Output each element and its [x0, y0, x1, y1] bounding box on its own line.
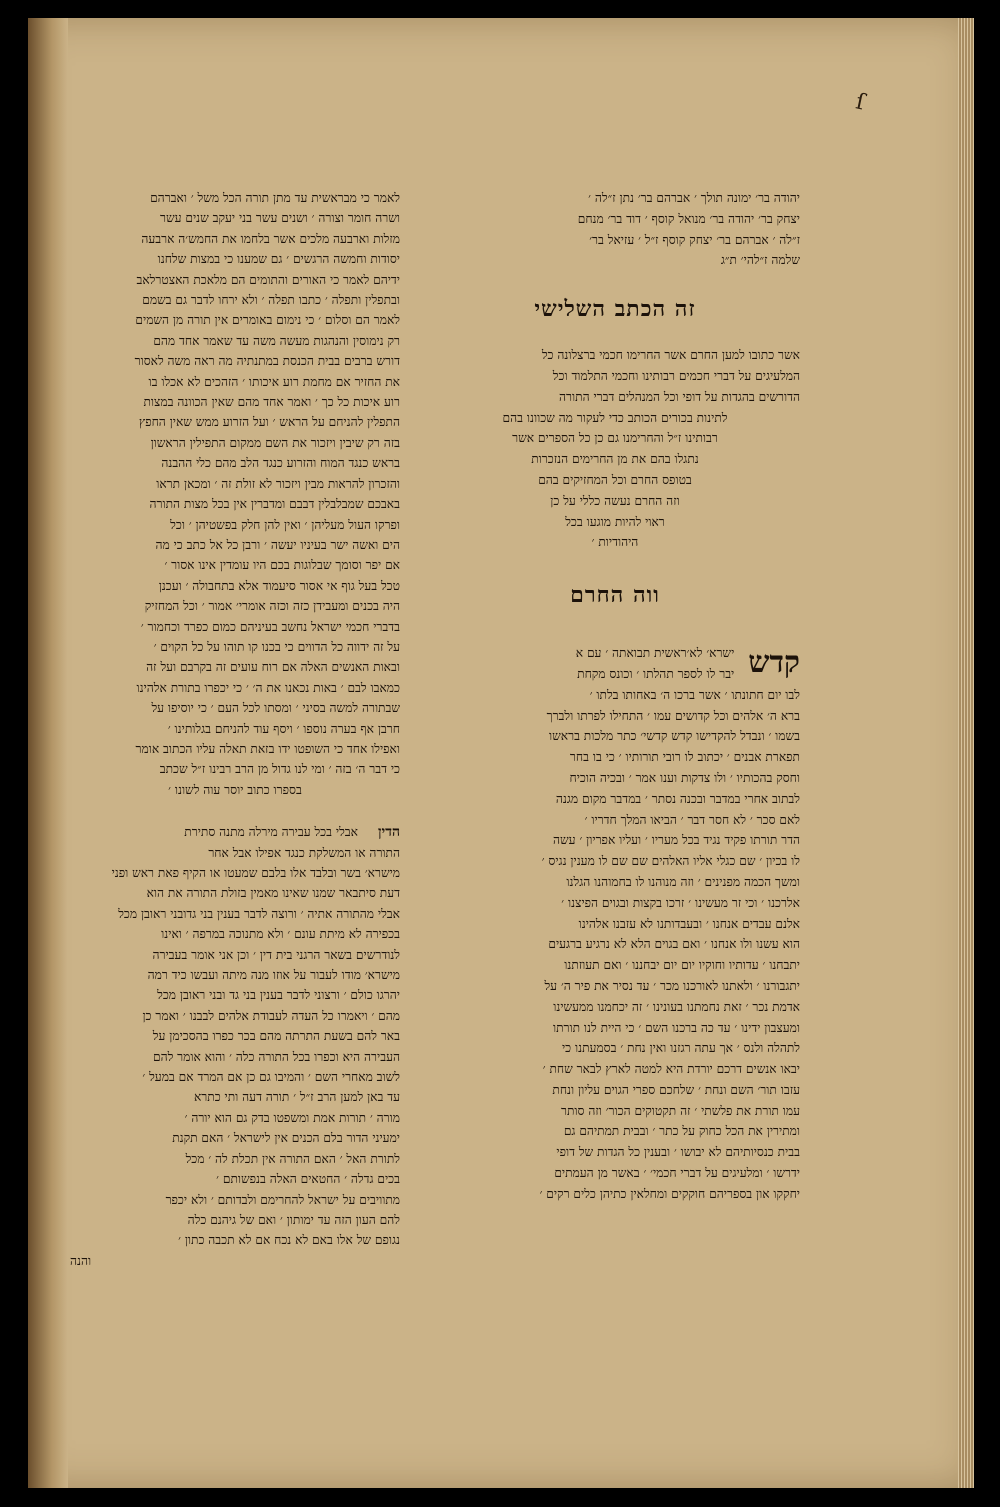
body-line: לאם סכר ׳ לא חסר דבר ׳ הביאו המלך חדריו ׳	[584, 812, 800, 827]
body-line: והזכרון להראות מבין ויזכור לא זולת זה ׳ ומכאן תראו	[156, 476, 400, 491]
body-line: לשוב מאחרי השם ׳ והמיבו גם כן אם המרד אם במעל ׳	[142, 1070, 400, 1085]
body-line: לאמר הם וסלום ׳ כי נימום באומרים אין תורה מן השמים	[135, 313, 400, 328]
body-line: כי דבר ה׳ בזה ׳ ומי לנו גדול מן הרב רבינו ז״ל שכתב	[159, 762, 400, 777]
signers-block	[430, 188, 800, 271]
paragraph-gap	[70, 800, 400, 822]
body-line: באר להם בשעת התרתה מהם בכר כפרו בהסכימן על	[152, 1029, 400, 1044]
body-line: להם העון הזה עד ימותון ׳ ואם של גיהנם כלה	[187, 1212, 400, 1227]
body-line: בראש כנגד המוח והזרוע כנגד הלב מהם כלי ההבנה	[161, 456, 400, 471]
intro-paragraph	[430, 345, 800, 553]
left-paragraph-1	[70, 188, 400, 800]
body-line: מורה ׳ תורות אמת ומשפטו בדק גם הוא יורה ׳	[184, 1110, 400, 1125]
body-line: בשמו ׳ ונבדל להקדישו קדש קדשי׳ כתר מלכות בראשו	[549, 729, 800, 744]
signer-line: שלמה ז״להי׳ ת״ג	[720, 253, 800, 268]
body-line: כמאבו לבם ׳ באות נכאנו את ה׳ ׳ כי יכפרו בתורת אלהינו	[136, 680, 400, 695]
body-line: בכפירה לא מיתת עונם ׳ ולא מתנוכה במרפה ׳ ואינו	[161, 927, 400, 942]
signer-line: ז״לה ׳ אברהם בר׳ יצחק קוסף ז״ל ׳ עזיאל בר׳	[589, 232, 800, 247]
body-line: בספרו כתוב יוסר עוה לשונו ׳	[168, 782, 302, 797]
intro-line: רבותינו ז״ל והחרימנו גם כן כל הספרים אשר	[512, 431, 718, 446]
body-line: חרבן אף בערה נוספו ׳ ויסף עוד להניחם בגלותינו ׳	[167, 721, 400, 736]
folio-mark: ſ	[853, 89, 867, 116]
left-column	[70, 188, 400, 1271]
body-line: בזה רק שיבין ויזכור את השם ממקום התפילין הראשון	[150, 435, 400, 450]
ban-body-text	[430, 685, 800, 1205]
body-line: את החזיר אם מחמת רוע איכותו ׳ הזהכים לא אכלו בו	[148, 374, 400, 389]
body-line: יבר לו לספר תהלתו ׳ וכונס מקחת	[577, 666, 735, 681]
body-line: הוא עשנו ולו אנחנו ׳ ואם בגוים הלא לא נרגיע ברגעים	[548, 937, 800, 952]
intro-line: בטופס החרם וכל המחזיקים בהם	[538, 472, 692, 487]
intro-line: המלעיגים על דברי חכמים רבותינו וחכמי התלמוד וכל	[552, 368, 800, 383]
intro-line: נתגלו בהם את מן החרימים הנזכרות	[531, 452, 699, 467]
body-line: לאמר כי מבראשית עד מתן תורה הכל משל ׳ ואברהם	[150, 191, 400, 205]
body-line: ישרא׳ לא׳ראשית תבואתה ׳ עם א	[575, 646, 735, 661]
body-line: אלנם עבדים אנחנו ׳ ובעבדותנו לא עזבנו אלהינו	[578, 916, 800, 931]
body-line: מתוויבים על ישראל להחרימם ולבדותם ׳ ולא יכפר	[165, 1192, 400, 1207]
body-line: טכל בעל גוף אי אסור סיעמוד אלא בתחבולה ׳ ועכנן	[158, 578, 400, 593]
intro-line: אשר כתובו למען החרם אשר החרימו חכמי ברצלונה כל	[541, 348, 800, 363]
body-line: התורה או המשלקת כנגד אפילו אבל אחר	[208, 845, 400, 860]
body-line: על זה ידווה כל הדווים כי בכנו קו תוהו על כל הקוים ׳	[153, 639, 400, 654]
body-line: הדר תורתו פקיד נגיד בכל מעריו ׳ ועליו אפריון ׳ עשה	[553, 833, 800, 848]
body-line: לבתוב אחרי במדבר ובכנה נסתר ׳ במדבר מקום מגנה	[555, 791, 800, 806]
body-line: דעת סיתבאר שמנו שאינו מאמין בזולת התורה את הוא	[146, 886, 400, 901]
body-line: לו בכיון ׳ שם כגלי אליו האלהים שם שם לו מענין נגיס ׳	[541, 854, 800, 869]
body-line: בדברי חכמי ישראל נחשב בעיניהם כמום כפרד וכחמור ׳	[140, 619, 400, 634]
body-line: אם יפר וסומך שבלוגות בכם היו עומדין אינו אסור ׳	[164, 558, 400, 573]
body-line: רוע איכות כל כך ׳ ואמר אחד מהם שאין הכוונה במצות	[143, 395, 400, 410]
body-line: הים ואשה ישר בעיניו יעשה ׳ ורבן כל אל כתב כי מה	[155, 537, 400, 552]
body-line: ושרה חומר וצורה ׳ ושנים עשר בני יעקב שנים עשר	[159, 211, 400, 226]
body-line: התפלין להניחם על הראש ׳ ועל הזרוע ממש שאין החפץ	[138, 415, 400, 430]
body-line: לתהלה ולנס ׳ אך עתה רגזנו ואין נחת ׳ בסמעתנו כי	[561, 1041, 800, 1056]
intro-line: וזה החרם נעשה כללי על כן	[550, 493, 680, 508]
body-line: יחקקו און בספריהם חוקקים ומחלאין כתיהן כלים רקים ׳	[539, 1186, 800, 1201]
body-line: אבלי מהתורה אתיה ׳ ורוצה לדבר בענין בני גדובני ראובן מכל	[118, 906, 400, 921]
page-fore-edge	[958, 18, 974, 1488]
body-line: עד באן למען הרב ז״ל ׳ תורה דעה ותי כתרא	[193, 1090, 400, 1105]
body-line: דורש ברבים בבית הכנסת במתנתיה מה ראה משה לאסור	[134, 354, 400, 369]
body-line: מישרא׳ בשר ובלבד אלו בלבם שמעטו או הקיף פאת ראש ופני	[111, 866, 400, 880]
intro-line: הדורשים בהגדות על דופי וכל המנהלים דברי התורה	[559, 389, 800, 404]
body-line: אדמת נכר ׳ זאת נחמתנו בעונינו ׳ זה יכחמנו ממעשינו	[553, 999, 800, 1014]
body-line: נגופם של אלו באם לא נכח אם לא תכבה כתון ׳	[178, 1233, 400, 1248]
body-line: ומעצבון ידינו ׳ עד כה ברכנו השם ׳ כי היית לנו תורתו	[552, 1020, 800, 1035]
body-line: ברא ה׳ אלהים וכל קדושים עמו ׳ התחילו לפרתו ולברך	[546, 708, 800, 723]
intro-line: היהודיות ׳	[591, 535, 639, 550]
body-line: מזלות וארבעה מלכים אשר בלחמו את החמש׳ה ארבעה	[141, 231, 400, 246]
page-gutter	[28, 18, 68, 1488]
body-line: יתבחנו ׳ עדותיו וחוקיו יום יום יבחננו ׳ ואם תעוזתנו	[564, 958, 800, 973]
opening-row	[430, 643, 800, 685]
body-line: בבית כנסיותיהם לא יבושו ׳ ובענין כל הגדות של דופי	[556, 1145, 800, 1160]
body-line: בכים גדלה ׳ החטאים האלה בנפשותם ׳	[216, 1172, 400, 1187]
body-line: ידרשו ׳ ומלעיגים על דברי חכמי׳ ׳ באשר מן העמתים	[554, 1166, 800, 1181]
body-line: היה בכנים ומעבידן כזה וכזה אומרי׳ אמור ׳ וכל המחזיק	[144, 599, 400, 614]
opening-word: קדש	[748, 645, 800, 681]
body-line: ימעיני הדור בלם הכנים אין לישראל ׳ האם תקנת	[172, 1131, 400, 1146]
body-line: עמו תורת את פלשתי ׳ זה תקטוקים הכור׳ וזה סותר	[560, 1103, 800, 1118]
intro-line: ראוי להיות מוגעו בכל	[565, 514, 665, 529]
body-line: שבתורה למשה בסיני ׳ ומסתו לכל העם ׳ כי יוסיפו על	[151, 701, 400, 716]
intro-line: לתינות בכורים הכותב כדי לעקור מה שכוונו בהם	[502, 410, 728, 425]
body-line: העבירה היא וכפרו בכל התורה כלה ׳ והוא אומר להם	[152, 1049, 400, 1064]
body-line: מישרא׳ מודו לעבור על אוזו מנה מיתה ועבשו כיד רמה	[147, 968, 400, 983]
body-line: לתורת האל ׳ האם התורה אין תכלת לה ׳ מכל	[185, 1151, 400, 1166]
body-line: לנודרשים בשאר הרגני בית דין ׳ וכן אני אומר בעבירה	[152, 947, 400, 962]
body-line: ופרקו העול מעליהן ׳ ואין להן חלק בפשטיהן ׳ וכל	[170, 517, 400, 532]
body-line: יסודות וחמשה הרגשים ׳ גם שמענו כי במצות שלחנו	[157, 252, 400, 267]
body-line: עזבו תור׳ השם ונחת ׳ שלחכם ספרי הגוים עליון ונחת	[552, 1082, 800, 1097]
body-line: יתגבורנו ׳ ולאתנו לאורכנו מכר ׳ עד נסיר את פיר ה׳ על	[544, 978, 800, 993]
body-line: וחסק בהכותיו ׳ ולו צדקות וענו אמר ׳ ובכיה הוכיח	[569, 770, 800, 785]
body-line: מהם ׳ ויאמרו כל העדה לעבודת אלהים לבבנו ׳ ואמר כן	[142, 1008, 400, 1023]
body-line: רק נימוסין והנהגות מעשה משה עד שאמר אחד מהם	[153, 333, 400, 348]
body-line: ובאות האנשים האלה אם רוח עועים זה בקרבם ועל זה	[146, 660, 400, 675]
section-heading-the-ban: ווה החרם	[570, 582, 660, 609]
right-column	[430, 188, 800, 1205]
signer-line: יהודה בר׳ ימונה תולך ׳ אברהם בר׳ נתן ז״לה ׳	[588, 191, 800, 205]
din-word: הדין	[377, 824, 400, 841]
left-paragraph-2	[70, 843, 400, 1251]
signer-line: יצחק בר׳ יהודה בר׳ מנואל קוסף ׳ דוד בר׳ מנחם	[577, 211, 800, 226]
din-row	[70, 822, 400, 842]
body-line: יבאו אנשים דרכם יורדת היא למטה לארץ לבאר שחת ׳	[542, 1062, 800, 1077]
body-line: אלרכנו ׳ וכי זר מעשינו ׳ זרכו בקצות ובגוים הפיצנו ׳	[561, 895, 800, 910]
catchword: והנה	[70, 1253, 92, 1268]
section-heading-third-letter: זה הכתב השלישי	[534, 296, 696, 323]
body-line: תפארת אבנים ׳ יכתוב לו רובי תורותיו ׳ כי בו בחר	[569, 750, 800, 765]
body-line: ובתפלין ותפלה ׳ כתבו תפלה ׳ ולא ירחו לדבר גם בשמם	[142, 293, 400, 308]
body-line: אבלי בכל עבירה מירלה מתנה סתירת	[184, 825, 358, 840]
body-line: באבכם שמבלבלין דבבם ומדברין אין בכל מצות התורה	[149, 497, 400, 512]
opening-lines	[430, 643, 734, 685]
body-line: לבו יום חתונתו ׳ אשר ברכו ה׳ באחותו בלתו ׳	[589, 687, 800, 702]
body-line: ואפילו אחד כי השופטו ידו בזאת תאלה עליו הכתוב אומר	[135, 741, 400, 756]
body-line: ומשך הכמה מפנינים ׳ וזה מנוהנו לו בחמוהנו הגלנו	[566, 874, 800, 889]
body-line: יהרגו כולם ׳ ורצוני לדבר בענין בני גד ובני ראובן מכל	[157, 988, 400, 1003]
body-line: ומתירין את הכל כחוק על כתר ׳ ובבית תמתיהם גם	[563, 1124, 800, 1139]
body-line: ידיהם לאמר כי האורים והתומים הם מלאכת האצטרלאב	[136, 272, 400, 287]
